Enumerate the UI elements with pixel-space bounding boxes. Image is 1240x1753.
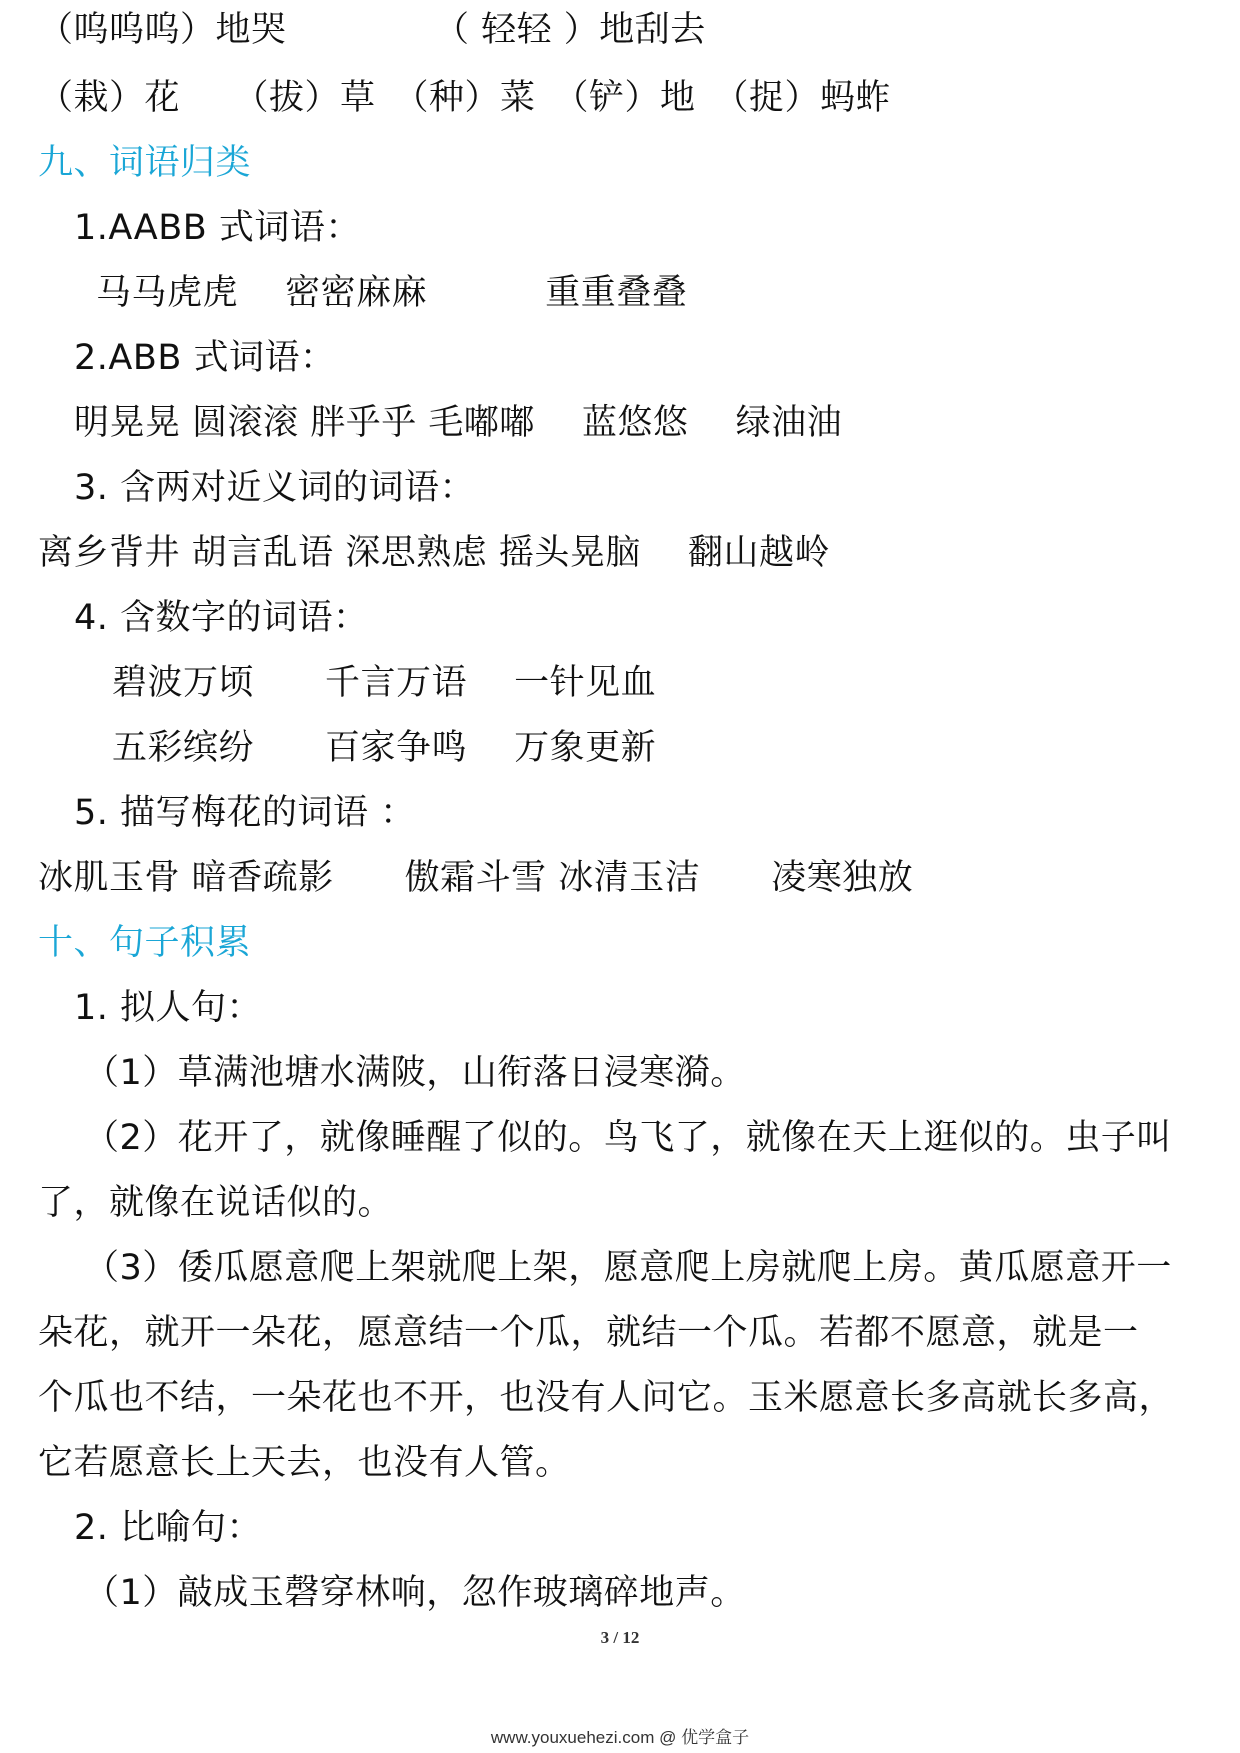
sentence-1-3-line-4: 它若愿意长上天去，也没有人管。 [38, 1443, 571, 1483]
subheading-number-words: 4. 含数字的词语： [74, 598, 369, 638]
sentence-1-1: （1）草满池塘水满陂，山衔落日浸寒漪。 [84, 1053, 746, 1093]
section-heading-9: 九、词语归类 [38, 143, 252, 183]
words-abb: 明晃晃 圆滚滚 胖乎乎 毛嘟嘟 蓝悠悠 绿油油 [74, 403, 843, 443]
sentence-1-3-line-2: 朵花，就开一朵花，愿意结一个瓜，就结一个瓜。若都不愿意，就是一 [38, 1313, 1139, 1353]
section-heading-10: 十、句子积累 [38, 923, 252, 963]
subheading-plum-blossom: 5. 描写梅花的词语 ： [74, 793, 416, 833]
words-number-1: 碧波万顷 千言万语 一针见血 [112, 663, 657, 703]
words-aabb: 马马虎虎 密密麻麻 重重叠叠 [96, 273, 688, 313]
subheading-aabb: 1.AABB 式词语： [74, 208, 361, 248]
verb-phrase-line-1a: （呜呜呜）地哭 [38, 10, 287, 50]
sentence-1-2-line-2: 了，就像在说话似的。 [38, 1183, 394, 1223]
footer-watermark: www.youxuehezi.com @ 优学盒子 [490, 1728, 750, 1747]
verb-phrase-line-1b: （ 轻轻 ）地刮去 [434, 10, 706, 50]
sentence-1-3-line-3: 个瓜也不结，一朵花也不开，也没有人问它。玉米愿意长多高就长多高， [38, 1378, 1175, 1418]
subheading-abb: 2.ABB 式词语： [74, 338, 336, 378]
subheading-personification: 1. 拟人句： [74, 988, 263, 1028]
sentence-1-3-line-1: （3）倭瓜愿意爬上架就爬上架，愿意爬上房就爬上房。黄瓜愿意开一 [84, 1248, 1172, 1288]
words-number-2: 五彩缤纷 百家争鸣 万象更新 [112, 728, 657, 768]
page-number: 3 / 12 [600, 1628, 640, 1647]
subheading-synonym-pairs: 3. 含两对近义词的词语： [74, 468, 476, 508]
sentence-1-2-line-1: （2）花开了，就像睡醒了似的。鸟飞了，就像在天上逛似的。虫子叫 [84, 1118, 1172, 1158]
sentence-2-1: （1）敲成玉磬穿林响，忽作玻璃碎地声。 [84, 1573, 746, 1613]
verb-phrase-line-2: （栽）花 （拔）草 （种）菜 （铲）地 （捉）蚂蚱 [38, 78, 892, 118]
subheading-metaphor: 2. 比喻句： [74, 1508, 263, 1548]
words-synonym-pairs: 离乡背井 胡言乱语 深思熟虑 摇头晃脑 翻山越岭 [38, 533, 831, 573]
words-plum-blossom: 冰肌玉骨 暗香疏影 傲霜斗雪 冰清玉洁 凌寒独放 [38, 858, 914, 898]
